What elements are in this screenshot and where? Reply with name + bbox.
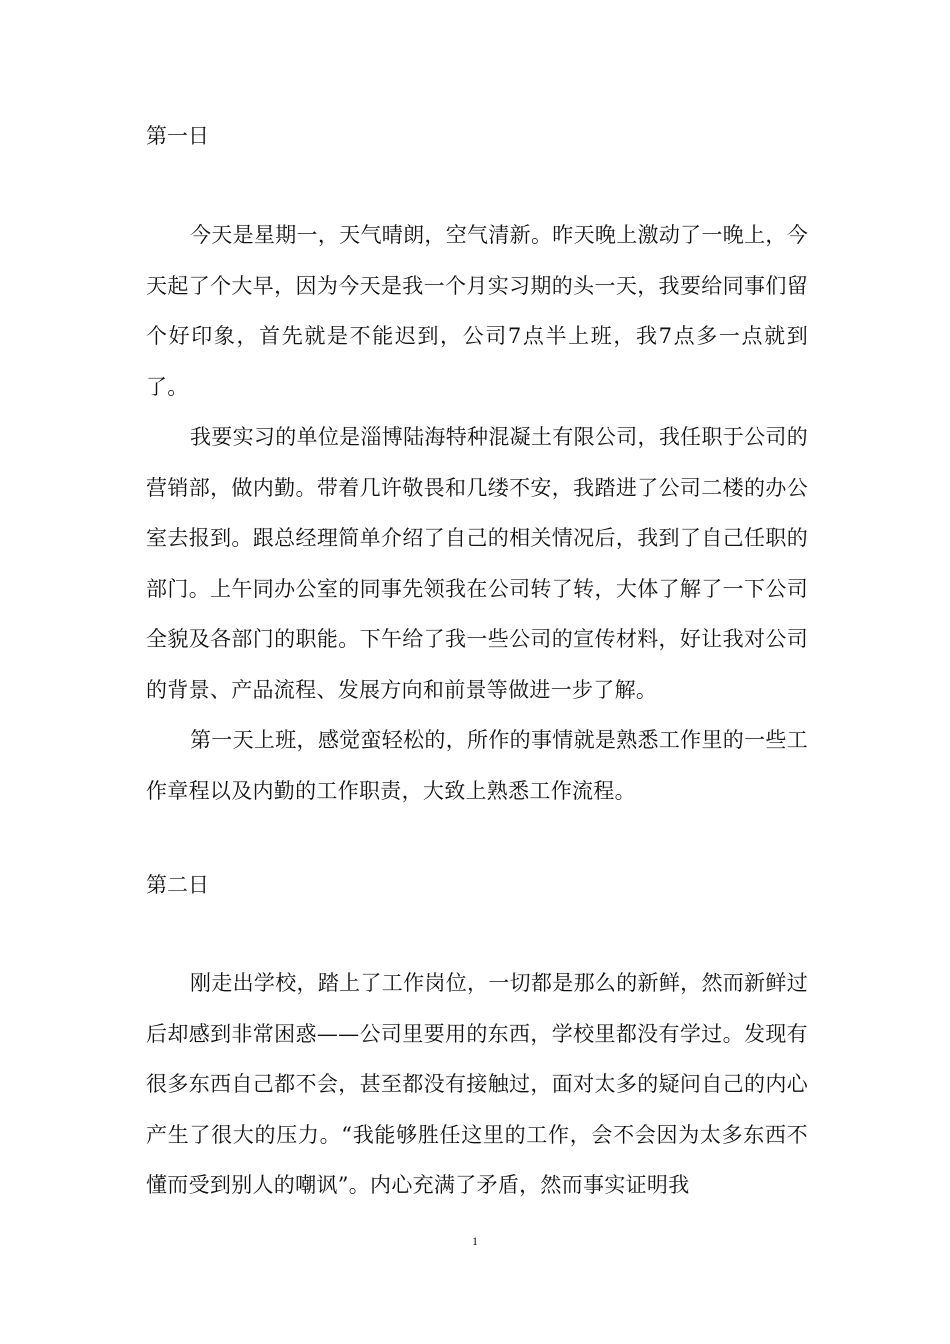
page-number: 1 bbox=[472, 1234, 478, 1248]
paragraph: 第一天上班，感觉蛮轻松的，所作的事情就是熟悉工作里的一些工作章程以及内勤的工作职责，大致上熟悉工作流程。 bbox=[146, 728, 808, 803]
section-heading-day-two: 第二日 bbox=[146, 873, 209, 897]
paragraph: 我要实习的单位是淄博陆海特种混凝土有限公司，我任职于公司的营销部，做内勤。带着几许敬畏和几缕不安，我踏进了公司二楼的办公室去报到。跟总经理简单介绍了自己的相关情况后，我到了自己任职的部门。上午同办公室的同事先领我在公司转了转，大体了解了一下公司全貌及各部门的职能。下午给了我一些公司的宣传材料，好让我对公司的背景、产品流程、发展方向和前景等做进一步了解。 bbox=[146, 425, 808, 702]
section-heading-day-one: 第一日 bbox=[146, 124, 209, 148]
paragraph: 今天是星期一，天气晴朗，空气清新。昨天晚上激动了一晚上，今天起了个大早，因为今天是我一个月实习期的头一天，我要给同事们留个好印象，首先就是不能迟到，公司7点半上班，我7点多一点就到了。 bbox=[146, 223, 808, 399]
paragraph: 刚走出学校，踏上了工作岗位，一切都是那么的新鲜，然而新鲜过后却感到非常困惑——公司里要用的东西，学校里都没有学过。发现有很多东西自己都不会，甚至都没有接触过，面对太多的疑问自己的内心产生了很大的压力。“我能够胜任这里的工作，会不会因为太多东西不懂而受到别人的嘲讽”。内心充满了矛盾，然而事实证明我 bbox=[146, 971, 808, 1197]
section-body-day-one bbox=[146, 210, 808, 816]
section-body-day-two bbox=[146, 958, 808, 1211]
